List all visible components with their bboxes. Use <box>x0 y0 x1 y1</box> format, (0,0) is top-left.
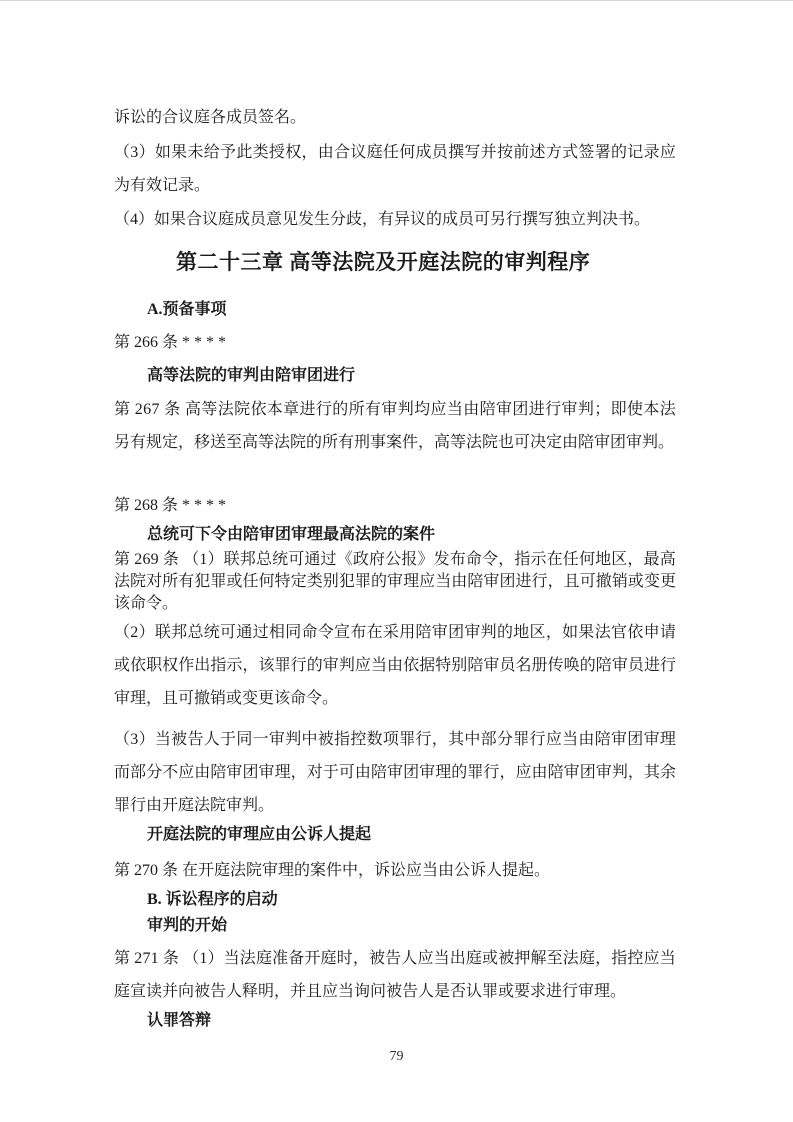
section-heading: B. 诉讼程序的启动 <box>147 891 278 908</box>
paragraph-line: （3）如果未给予此类授权，由合议庭任何成员撰写并按前述方式签署的记录应 <box>114 144 677 161</box>
text-block <box>114 101 676 1034</box>
paragraph-line: 第 270 条 在开庭法院审理的案件中，诉讼应当由公诉人提起。 <box>114 862 551 879</box>
article-number-line: 第 268 条 * * * * <box>114 497 227 514</box>
article-heading: 认罪答辩 <box>147 1012 212 1029</box>
paragraph-line: 诉讼的合议庭各成员签名。 <box>114 109 307 126</box>
paragraph-line: 第 271 条 （1）当法庭准备开庭时，被告人应当出庭或被押解至法庭，指控应当 <box>114 950 676 967</box>
paragraph-line: （2）联邦总统可通过相同命令宣布在采用陪审团审判的地区，如果法官依申请 <box>114 624 677 641</box>
article-heading: 总统可下令由陪审团审理最高法院的案件 <box>147 526 436 543</box>
paragraph-line: 第 269 条 （1）联邦总统可通过《政府公报》发布命令，指示在任何地区，最高 <box>114 551 676 568</box>
paragraph-line: （3）当被告人于同一审判中被指控数项罪行，其中部分罪行应当由陪审团审理 <box>114 731 677 748</box>
paragraph-line: 审理，且可撤销或变更该命令。 <box>114 690 339 707</box>
page-number: 79 <box>389 1049 404 1064</box>
section-heading: A.预备事项 <box>147 301 227 318</box>
paragraph-line: 或依职权作出指示，该罪行的审判应当由依据特别陪审员名册传唤的陪审员进行 <box>114 657 677 674</box>
paragraph-line: （4）如果合议庭成员意见发生分歧，有异议的成员可另行撰写独立判决书。 <box>114 211 651 228</box>
paragraph-line: 该命令。 <box>114 595 179 612</box>
paragraph-line: 第 267 条 高等法院依本章进行的所有审判均应当由陪审团进行审判；即使本法 <box>114 401 677 418</box>
article-heading: 高等法院的审判由陪审团进行 <box>147 367 356 384</box>
paragraph-line: 法院对所有犯罪或任何特定类别犯罪的审理应当由陪审团进行，且可撤销或变更 <box>114 573 677 590</box>
paragraph-line: 为有效记录。 <box>114 177 211 194</box>
paragraph-line: 罪行由开庭法院审判。 <box>114 797 275 814</box>
paragraph-line: 庭宣读并向被告人释明，并且应当询问被告人是否认罪或要求进行审理。 <box>114 983 627 1000</box>
article-number-line: 第 266 条 * * * * <box>114 334 227 351</box>
article-heading: 审判的开始 <box>147 917 228 934</box>
chapter-heading: 第二十三章 高等法院及开庭法院的审判程序 <box>176 250 591 274</box>
paragraph-line: 另有规定，移送至高等法院的所有刑事案件，高等法院也可决定由陪审团审判。 <box>114 434 675 451</box>
paragraph-line: 而部分不应由陪审团审理，对于可由陪审团审理的罪行，应由陪审团审判，其余 <box>114 764 677 781</box>
article-heading: 开庭法院的审理应由公诉人提起 <box>147 826 372 843</box>
